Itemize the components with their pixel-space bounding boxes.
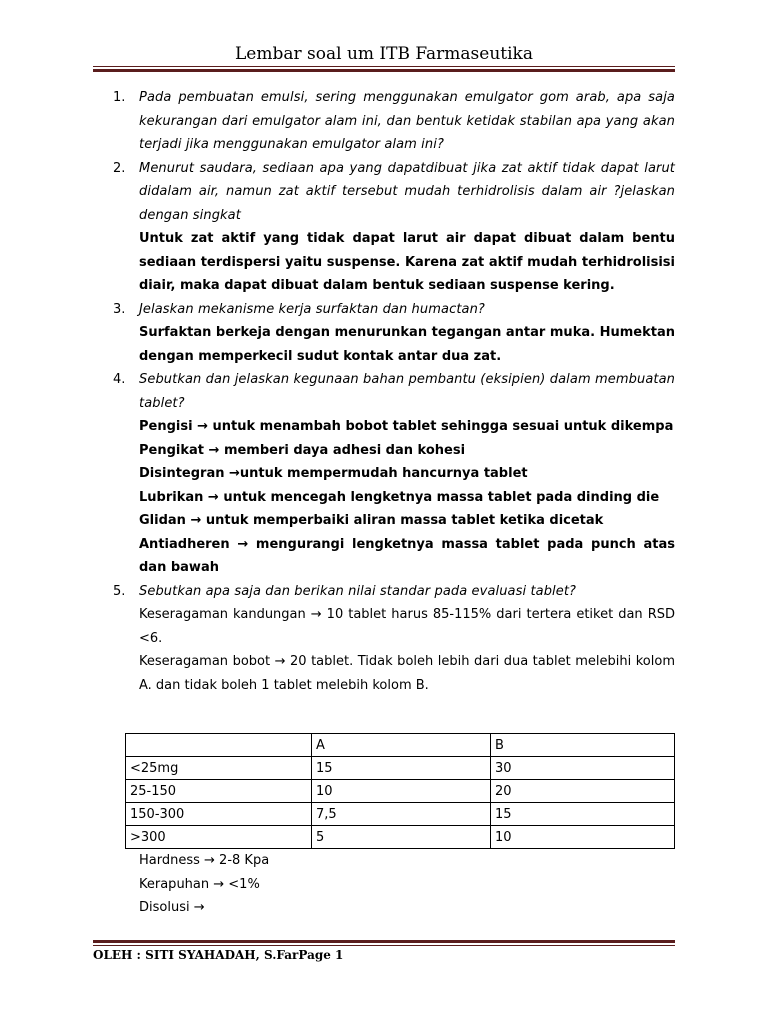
- table-cell: 150-300: [126, 803, 312, 826]
- table-cell: 30: [491, 757, 675, 780]
- evaluation-list: [139, 849, 269, 920]
- table-header-row: [126, 734, 675, 757]
- answer-list: [139, 415, 675, 580]
- weight-uniformity-table: [125, 733, 675, 849]
- question-number: 5.: [113, 583, 126, 599]
- question-number: 1.: [113, 90, 126, 105]
- question-text: Sebutkan apa saja dan berikan nilai standar pada evaluasi tablet?: [139, 583, 577, 599]
- question-item-3: [105, 298, 675, 369]
- answer-line: Lubrikan → untuk mencegah lengketnya massa tablet pada dinding die: [139, 489, 660, 505]
- evaluation-line: Hardness → 2-8 Kpa: [139, 853, 270, 868]
- answer-line: Disintegran →untuk mempermudah hancurnya tablet: [139, 466, 528, 481]
- answer-paragraph: Keseragaman bobot → 20 tablet. Tidak boleh lebih dari dua tablet melebihi kolom A. dan tidak boleh 1 tablet melebih kolom B.: [139, 654, 675, 693]
- evaluation-line: Disolusi →: [139, 900, 205, 915]
- answer-line: Pengisi → untuk menambah bobot tablet sehingga sesuai untuk dikempa: [139, 419, 674, 434]
- question-text: Sebutkan dan jelaskan kegunaan bahan pembantu (eksipien) dalam membuatan tablet?: [139, 372, 675, 411]
- table-row: [126, 780, 675, 803]
- table-header-cell: A: [312, 734, 491, 757]
- table-cell: 15: [491, 803, 675, 826]
- table-cell: 10: [312, 780, 491, 803]
- header-rule: [93, 66, 675, 72]
- question-number: 3.: [113, 301, 126, 317]
- answer-paragraph: Keseragaman kandungan → 10 tablet harus 85-115% dari tertera etiket dan RSD <6.: [139, 607, 675, 646]
- answer-text: Surfaktan berkeja dengan menurunkan tegangan antar muka. Humektan dengan memperkecil sudut kontak antar dua zat.: [139, 325, 675, 364]
- question-text: Pada pembuatan emulsi, sering menggunakan emulgator gom arab, apa saja kekurangan dari emulgator alam ini, dan bentuk ketidak stabilan apa yang akan terjadi jika menggunakan emulgator alam ini?: [139, 90, 675, 152]
- evaluation-line: Kerapuhan → <1%: [139, 876, 260, 892]
- question-item-2: [105, 157, 675, 298]
- question-number: 2.: [113, 160, 126, 176]
- table-cell: 15: [312, 757, 491, 780]
- table-cell: <25mg: [126, 757, 312, 780]
- question-item-5: [105, 580, 675, 698]
- table-cell: 7,5: [312, 803, 491, 826]
- question-item-1: [105, 86, 675, 157]
- header-rule-thick: [93, 69, 675, 72]
- table-cell: >300: [126, 826, 312, 849]
- table-cell: 10: [491, 826, 675, 849]
- table-row: [126, 757, 675, 780]
- answer-line: Pengikat → memberi daya adhesi dan kohesi: [139, 442, 466, 458]
- answer-text: Untuk zat aktif yang tidak dapat larut air dapat dibuat dalam bentu sediaan terdispersi yaitu suspense. Karena zat aktif mudah terhidrolisisi diair, maka dapat dibuat dalam bentuk sediaan suspense kering.: [139, 231, 675, 293]
- answer-line: Antiadheren → mengurangi lengketnya massa tablet pada punch atas dan bawah: [139, 536, 675, 575]
- question-item-4: [105, 368, 675, 580]
- header-rule-thin: [93, 66, 675, 67]
- footer-rule-thin: [93, 945, 675, 946]
- table-row: [126, 826, 675, 849]
- footer-rule-thick: [93, 940, 675, 943]
- table-header-cell: B: [491, 734, 675, 757]
- question-text: Jelaskan mekanisme kerja surfaktan dan humactan?: [139, 301, 485, 317]
- question-number: 4.: [113, 372, 126, 387]
- question-text: Menurut saudara, sediaan apa yang dapatdibuat jika zat aktif tidak dapat larut didalam air, namun zat aktif tersebut mudah terhidrolisis dalam air ?jelaskan dengan singkat: [139, 160, 675, 223]
- table-row: [126, 803, 675, 826]
- answer-line: Glidan → untuk memperbaiki aliran massa tablet ketika dicetak: [139, 513, 604, 528]
- table-cell: 5: [312, 826, 491, 849]
- question-list: [105, 86, 675, 697]
- page-title: Lembar soal um ITB Farmaseutika: [235, 44, 533, 64]
- table-header-cell: [126, 734, 312, 757]
- table-cell: 25-150: [126, 780, 312, 803]
- table-cell: 20: [491, 780, 675, 803]
- footer-rule: [93, 940, 675, 946]
- page-footer: OLEH : SITI SYAHADAH, S.FarPage 1: [93, 948, 344, 962]
